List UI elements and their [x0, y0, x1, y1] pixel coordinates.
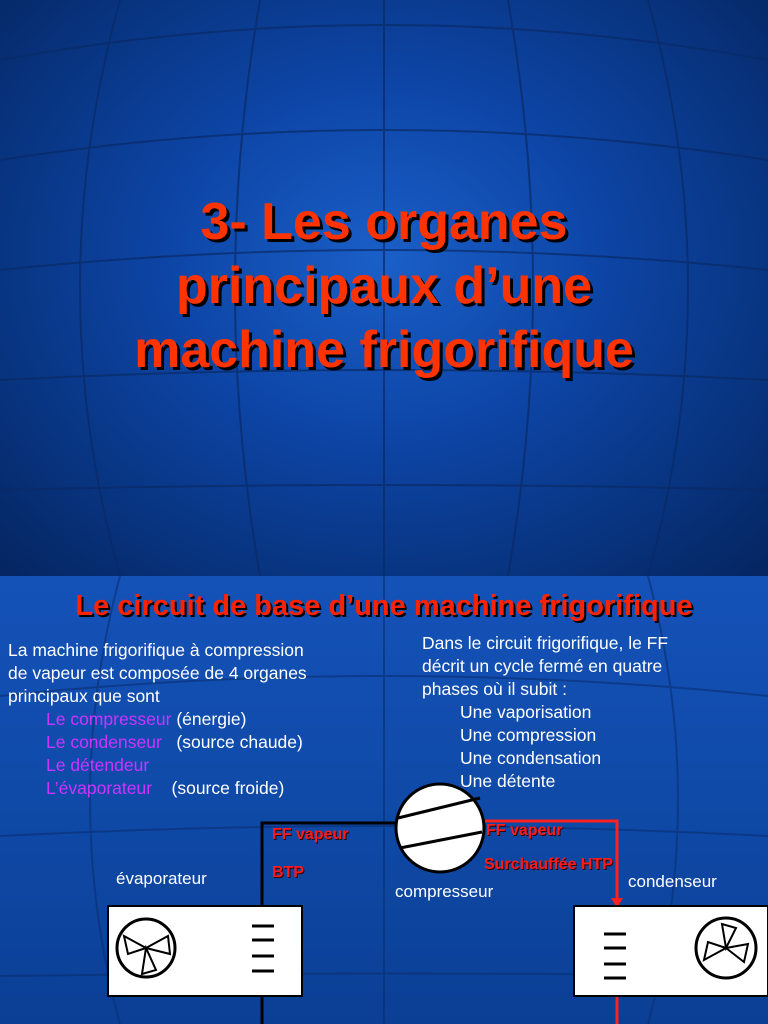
slide-1-title	[40, 190, 728, 382]
left-intro-line-3: principaux que sont	[8, 686, 160, 706]
title-line-3: machine frigorifique	[134, 321, 634, 379]
organ-note: (énergie)	[176, 709, 247, 729]
organ-name: Le condenseur	[46, 732, 162, 752]
organ-name: Le détendeur	[46, 755, 150, 775]
left-intro-line-2: de vapeur est composée de 4 organes	[8, 663, 307, 683]
label-ff-vapeur-right: FF vapeur	[486, 822, 563, 839]
organ-note: (source chaude)	[176, 732, 303, 752]
label-ff-vapeur-left: FF vapeur	[272, 826, 349, 843]
right-intro-line-3: phases où il subit :	[422, 679, 567, 699]
compressor-symbol	[396, 784, 484, 872]
organ-name: L’évaporateur	[46, 778, 153, 798]
organ-note: (source froide)	[171, 778, 285, 798]
fan-icon	[117, 919, 175, 977]
label-compresseur: compresseur	[395, 882, 494, 901]
slide-2	[0, 576, 768, 1024]
slide-2-title: Le circuit de base d’une machine frigorifique	[75, 590, 693, 622]
title-line-2: principaux d’une	[175, 257, 593, 315]
right-intro-line-1: Dans le circuit frigorifique, le FF	[422, 633, 669, 653]
phase-item: Une détente	[460, 771, 556, 791]
refrigeration-circuit-diagram	[0, 576, 768, 1024]
label-btp: BTP	[272, 864, 304, 881]
phase-item: Une compression	[460, 725, 597, 745]
organ-name: Le compresseur	[46, 709, 172, 729]
label-surchauffee-htp: Surchauffée HTP	[484, 856, 613, 873]
fan-icon	[696, 918, 756, 978]
phase-item: Une condensation	[460, 748, 602, 768]
phase-item: Une vaporisation	[460, 702, 592, 722]
label-condenseur: condenseur	[628, 872, 717, 891]
label-evaporateur: évaporateur	[116, 869, 207, 888]
title-line-1: 3- Les organes	[200, 193, 568, 251]
right-intro-line-2: décrit un cycle fermé en quatre	[422, 656, 663, 676]
left-intro-line-1: La machine frigorifique à compression	[8, 640, 304, 660]
